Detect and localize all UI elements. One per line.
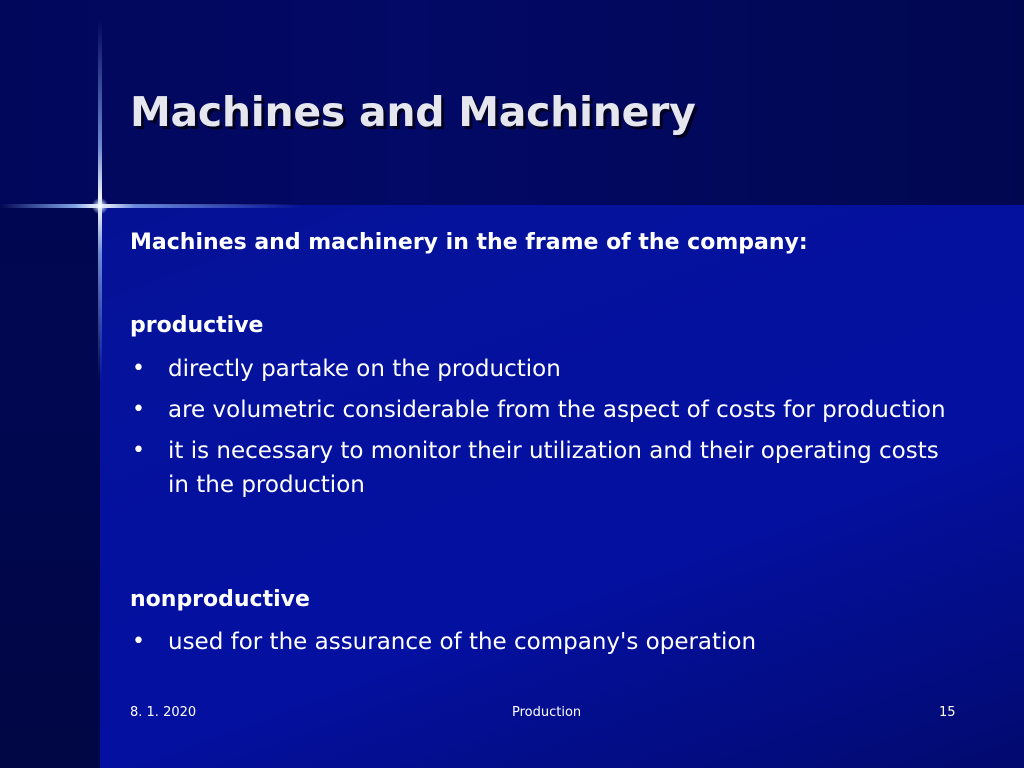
bullet-text: used for the assurance of the company's operation xyxy=(168,629,757,655)
list-item xyxy=(130,352,950,386)
bullet-icon: • xyxy=(132,356,145,381)
list-item xyxy=(130,393,950,427)
section-heading-nonproductive: nonproductive xyxy=(130,587,310,612)
bullet-text: are volumetric considerable from the aspect of costs for production xyxy=(168,397,946,423)
slide-title: Machines and Machinery xyxy=(130,88,696,136)
star-flare-horizontal xyxy=(0,204,300,208)
bullet-text: it is necessary to monitor their utilization and their operating costs in the production xyxy=(168,438,939,498)
section-heading-productive: productive xyxy=(130,313,264,338)
bullet-icon: • xyxy=(132,397,145,422)
footer-title: Production xyxy=(512,705,582,720)
bullet-list-productive xyxy=(130,352,950,509)
bullet-icon: • xyxy=(132,629,145,654)
list-item xyxy=(130,434,950,502)
list-item xyxy=(130,625,950,659)
bullet-text: directly partake on the production xyxy=(168,356,561,382)
footer-date: 8. 1. 2020 xyxy=(130,705,197,720)
slide-subtitle: Machines and machinery in the frame of the company: xyxy=(130,230,808,255)
footer-page-number: 15 xyxy=(939,705,956,720)
star-flare-icon xyxy=(92,198,108,214)
bullet-list-nonproductive xyxy=(130,625,950,666)
bullet-icon: • xyxy=(132,438,145,463)
